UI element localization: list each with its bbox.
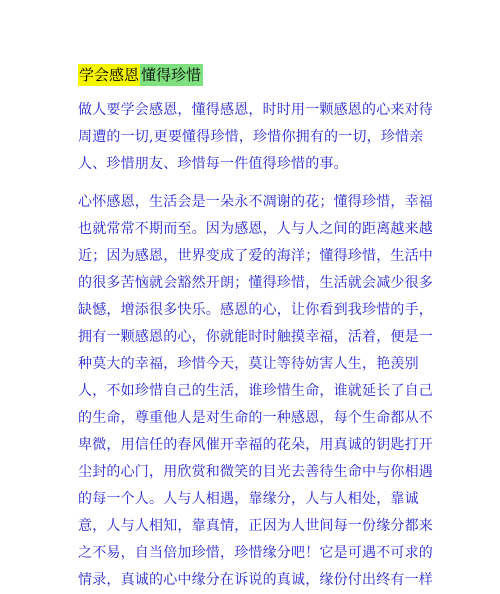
paragraph-line: 人、珍惜朋友、珍惜每一件值得珍惜的事。	[78, 156, 348, 172]
paragraph-line: 种莫大的幸福，珍惜今天，莫让等待妨害人生，艳羡别	[78, 356, 419, 372]
paragraph-line: 的生命，尊重他人是对生命的一种感恩，每个生命都从不	[78, 410, 433, 426]
title-highlight-green: 懂得珍惜	[141, 66, 202, 84]
paragraph-line: 心怀感恩，生活会是一朵永不凋谢的花；懂得珍惜，幸福	[78, 194, 433, 210]
paragraph-line: 的每一个人。人与人相遇，靠缘分，人与人相处，靠诚	[78, 491, 419, 507]
paragraph-1	[78, 97, 433, 178]
article-title	[78, 64, 203, 86]
paragraph-line: 做人要学会感恩，懂得感恩，时时用一颗感恩的心来对待	[78, 102, 433, 118]
paragraph-line: 尘封的心门，用欣赏和微笑的目光去善待生命中与你相遇	[78, 464, 433, 480]
paragraph-line: 意，人与人相知，靠真情，正因为人世间每一份缘分都来	[78, 518, 433, 534]
paragraph-line: 近；因为感恩，世界变成了爱的海洋；懂得珍惜，生活中	[78, 248, 433, 264]
paragraph-line: 也就常常不期而至。因为感恩，人与人之间的距离越来越	[78, 221, 433, 237]
paragraph-line: 之不易，自当倍加珍惜，珍惜缘分吧！它是可遇不可求的	[78, 545, 433, 561]
paragraph-2	[78, 189, 433, 594]
paragraph-line: 缺憾，增添很多快乐。感恩的心，让你看到我珍惜的手，	[78, 302, 433, 318]
title-highlight-yellow: 学会感恩	[79, 66, 140, 84]
paragraph-line: 周遭的一切,更要懂得珍惜，珍惜你拥有的一切，珍惜亲	[78, 129, 424, 145]
paragraph-line: 人，不如珍惜自己的生活，谁珍惜生命，谁就延长了自己	[78, 383, 433, 399]
paragraph-line: 的很多苦恼就会豁然开朗；懂得珍惜，生活就会减少很多	[78, 275, 433, 291]
paragraph-line: 拥有一颗感恩的心，你就能时时触摸幸福，活着，便是一	[78, 329, 433, 345]
paragraph-line: 情录，真诚的心中缘分在诉说的真诚，缘份付出终有一样	[78, 572, 433, 588]
paragraph-line: 卑微，用信任的春风催开幸福的花朵，用真诚的钥匙打开	[78, 437, 433, 453]
